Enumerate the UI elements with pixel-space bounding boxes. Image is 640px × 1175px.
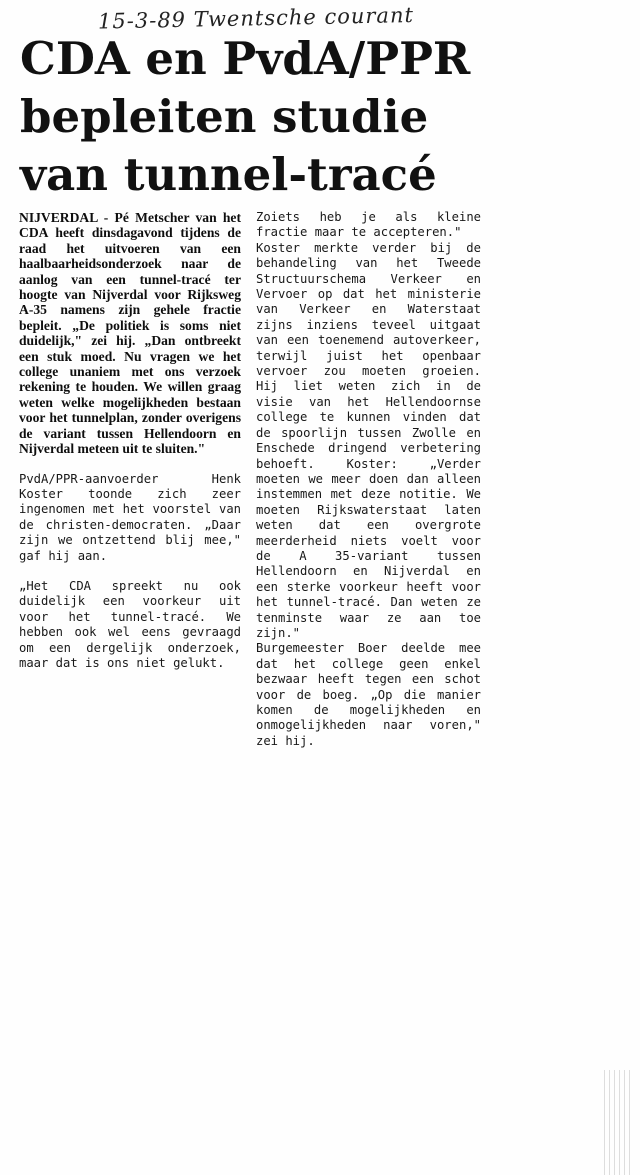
scan-edge-artifact	[600, 1070, 630, 1175]
paragraph-spacer	[19, 457, 241, 472]
lead-paragraph: NIJVERDAL - Pé Metscher van het CDA heeft dinsdagavond tijdens de raad het uitvoeren van een haalbaarheidsonderzoek naar de aanlog van een tunnel-tracé ter hoogte van Nijverdal voor Rijksweg A-35 namens zijn gehele fractie bepleit. „De politiek is soms niet duidelijk," zei hij. „Dan ontbreekt een stuk moed. Nu vragen we het college unaniem met ons verzoek rekening te houden. We willen graag weten welke mogelijkheden bestaan voor het tunnelplan, zonder overigens de variant tussen Hellendoorn en Nijverdal meteen uit te sluiten."	[19, 210, 241, 457]
body-paragraph: Burgemeester Boer deelde mee dat het college geen enkel bezwaar heeft tegen een schot voor de boeg. „Op die manier komen de mogelijkheden en onmogelijkheden naar voren," zei hij.	[256, 641, 481, 748]
headline-line-1: CDA en PvdA/PPR	[20, 32, 471, 85]
article-column-left	[19, 210, 241, 671]
headline-line-2: bepleiten studie	[20, 90, 429, 143]
headline-line-3: van tunnel-tracé	[20, 148, 437, 201]
body-paragraph: „Het CDA spreekt nu ook duidelijk een voorkeur uit voor het tunnel-tracé. We hebben ook wel eens gevraagd om een dergelijk onderzoek, maar dat is ons niet gelukt.	[19, 578, 241, 670]
body-paragraph: Zoiets heb je als kleine fractie maar te accepteren."	[256, 210, 481, 240]
handwritten-date-annotation: 15-3-89 Twentsche courant	[97, 2, 415, 34]
paragraph-spacer	[19, 564, 241, 579]
body-paragraph: Koster merkte verder bij de behandeling van het Tweede Structuurschema Verkeer en Vervoer op dat het ministerie van Verkeer en Waterstaat zijns inziens teveel uitgaat van een toenemend autoverkeer, terwijl juist het openbaar vervoer zou moeten groeien. Hij liet weten zich in de visie van het Hellendoornse college te kunnen vinden dat de spoorlijn tussen Zwolle en Enschede dringend verbetering behoeft. Koster: „Verder moeten we meer doen dan alleen instemmen met deze notitie. We moeten Rijkswaterstaat laten weten dat een overgrote meerderheid niets voelt voor de A 35-variant tussen Hellendoorn en Nijverdal en een sterke voorkeur heeft voor het tunnel-tracé. Dan weten ze tenminste waar ze aan toe zijn."	[256, 240, 481, 640]
article-column-right	[256, 210, 481, 749]
body-paragraph: PvdA/PPR-aanvoerder Henk Koster toonde zich zeer ingenomen met het voorstel van de christen-democraten. „Daar zijn we ontzettend blij mee," gaf hij aan.	[19, 471, 241, 563]
headline	[20, 30, 471, 204]
